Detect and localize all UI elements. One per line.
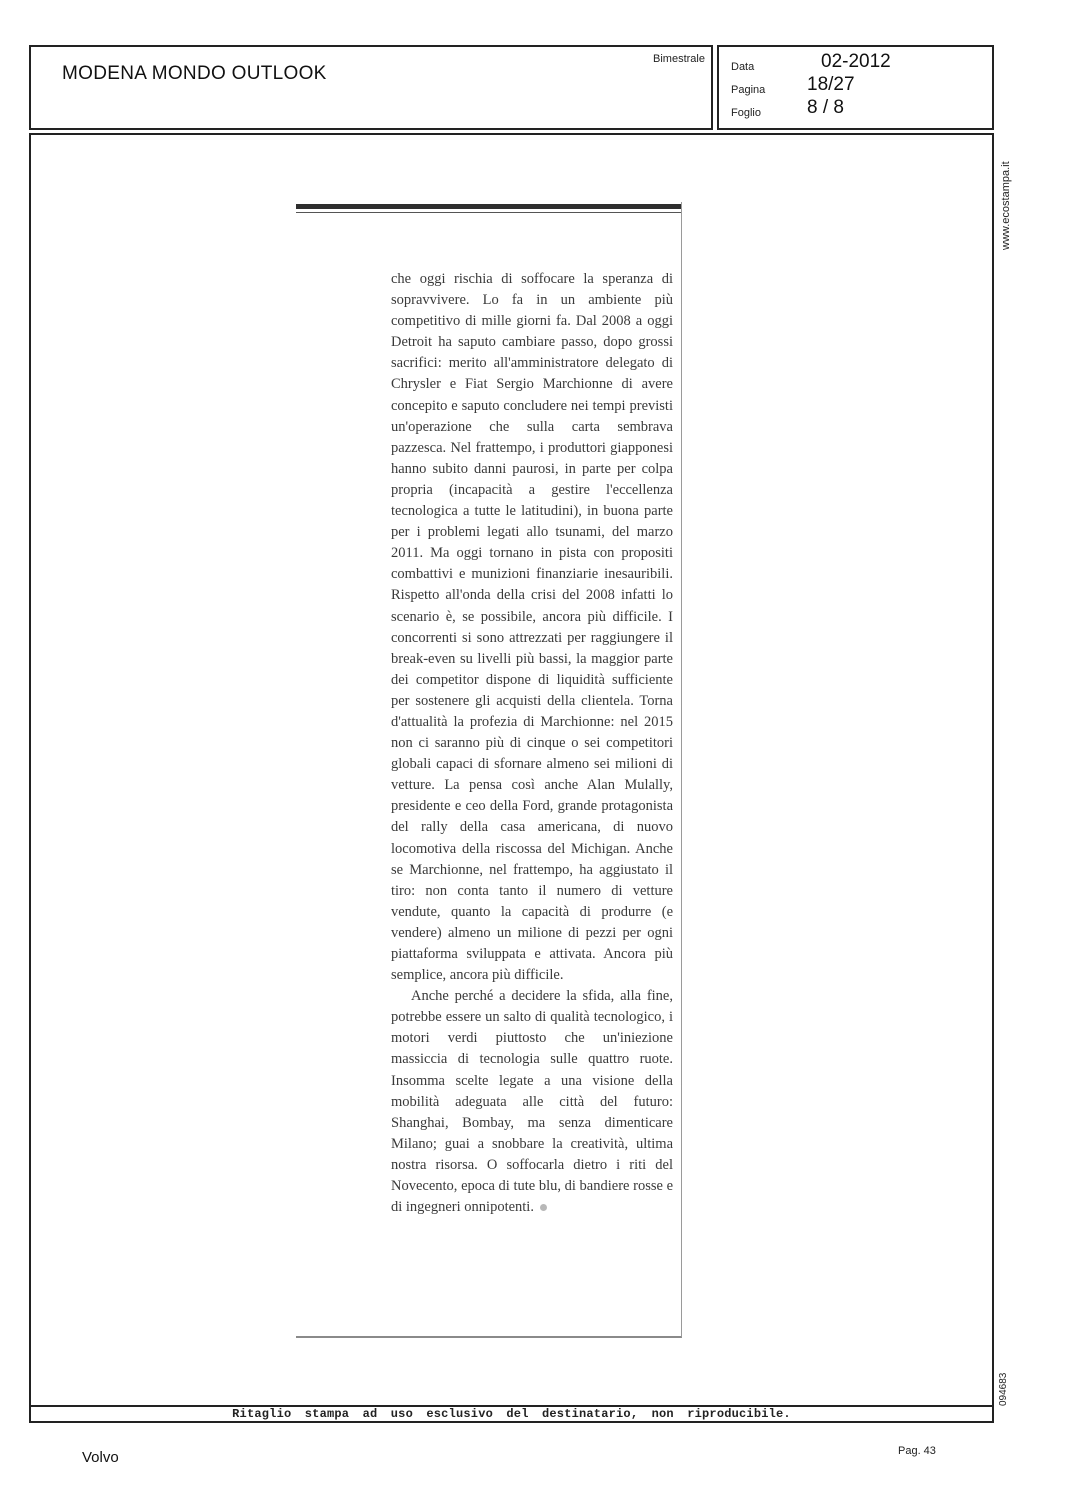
- top-rule-thick: [296, 204, 681, 209]
- article-paragraph-1: che oggi rischia di soffocare la speranza di sopravvivere. Lo fa in un ambiente più competitivo di mille giorni fa. Dal 2008 a oggi Detroit ha saputo cambiare passo, dopo grossi sacrifici: merito all'amministratore delegato di Chrysler e Fiat Sergio Marchionne di avere concepito e saputo concludere nei tempi previsti un'operazione che sulla carta sembrava pazzesca. Nel frattempo, i produttori giapponesi hanno subito danni paurosi, in parte per colpa propria (incapacità a gestire l'eccellenza tecnologica a tutte le latitudini), in buona parte per i problemi legati allo tsunami, del marzo 2011. Ma oggi tornano in pista con propositi combattivi e munizioni finanziarie inesauribili. Rispetto all'onda della crisi del 2008 infatti lo scenario è, se possibile, ancora più difficile. I concorrenti si sono attrezzati per raggiungere il break-even su livelli più bassi, la maggior parte dei competitor dispone di liquidità sufficiente per sostenere gli acquisti della clientela. Torna d'attualità la profezia di Marchionne: nel 2015 non ci saranno più di cinque o sei competitori globali capaci di sfornare almeno sei milioni di vetture. La pensa così anche Alan Mulally, presidente e ceo della Ford, grande protagonista del rally della casa americana, di nuovo locomotiva della riscossa del Michigan. Anche se Marchionne, nel frattempo, ha aggiustato il tiro: non conta tanto il numero di vetture vendute, quanto la capacità di produrre (e vendere) almeno un milione di pezzi per ogni piattaforma sviluppata e attivata. Ancora più semplice, ancora più difficile.: [391, 271, 673, 984]
- article-paragraph-2: [391, 986, 673, 1218]
- website-vertical: www.ecostampa.it: [1000, 161, 1012, 250]
- publication-title: MODENA MONDO OUTLOOK: [62, 63, 327, 84]
- archive-code-vertical: 094683: [998, 1372, 1009, 1406]
- meta-label-pagina: Pagina: [731, 84, 766, 96]
- top-rule-thin: [296, 212, 681, 213]
- header-meta-box: [717, 45, 994, 130]
- meta-value-foglio: 8 / 8: [807, 97, 844, 118]
- article-paragraph-2-text: Anche perché a decidere la sfida, alla fine, potrebbe essere un salto di qualità tecnologico, i motori verdi piuttosto che un'iniezione massiccia di tecnologia sulle quattro ruote. Insomma scelte legate a una visione della mobilità adeguata alle città del futuro: Shanghai, Bombay, ma senza dimenticare Milano; guai a snobbare la creatività, ultima nostra risorsa. O soffocarla dietro i riti del Novecento, epoca di tute blu, di bandiere rosse e di ingegneri onnipotenti.: [391, 988, 673, 1216]
- disclaimer-text: Ritaglio stampa ad uso esclusivo del destinatario, non riproducibile.: [232, 1407, 791, 1421]
- header-publication-box: [29, 45, 713, 130]
- article-clipping: [296, 202, 682, 1338]
- meta-label-foglio: Foglio: [731, 107, 761, 119]
- page-number: Pag. 43: [898, 1445, 936, 1457]
- meta-label-data: Data: [731, 61, 755, 73]
- meta-value-pagina: 18/27: [807, 74, 855, 95]
- brand-label: Volvo: [82, 1449, 119, 1466]
- frequency-label: Bimestrale: [653, 53, 705, 65]
- end-mark-icon: [540, 1204, 547, 1211]
- meta-value-data: 02-2012: [821, 51, 891, 72]
- article-body: [391, 269, 673, 1218]
